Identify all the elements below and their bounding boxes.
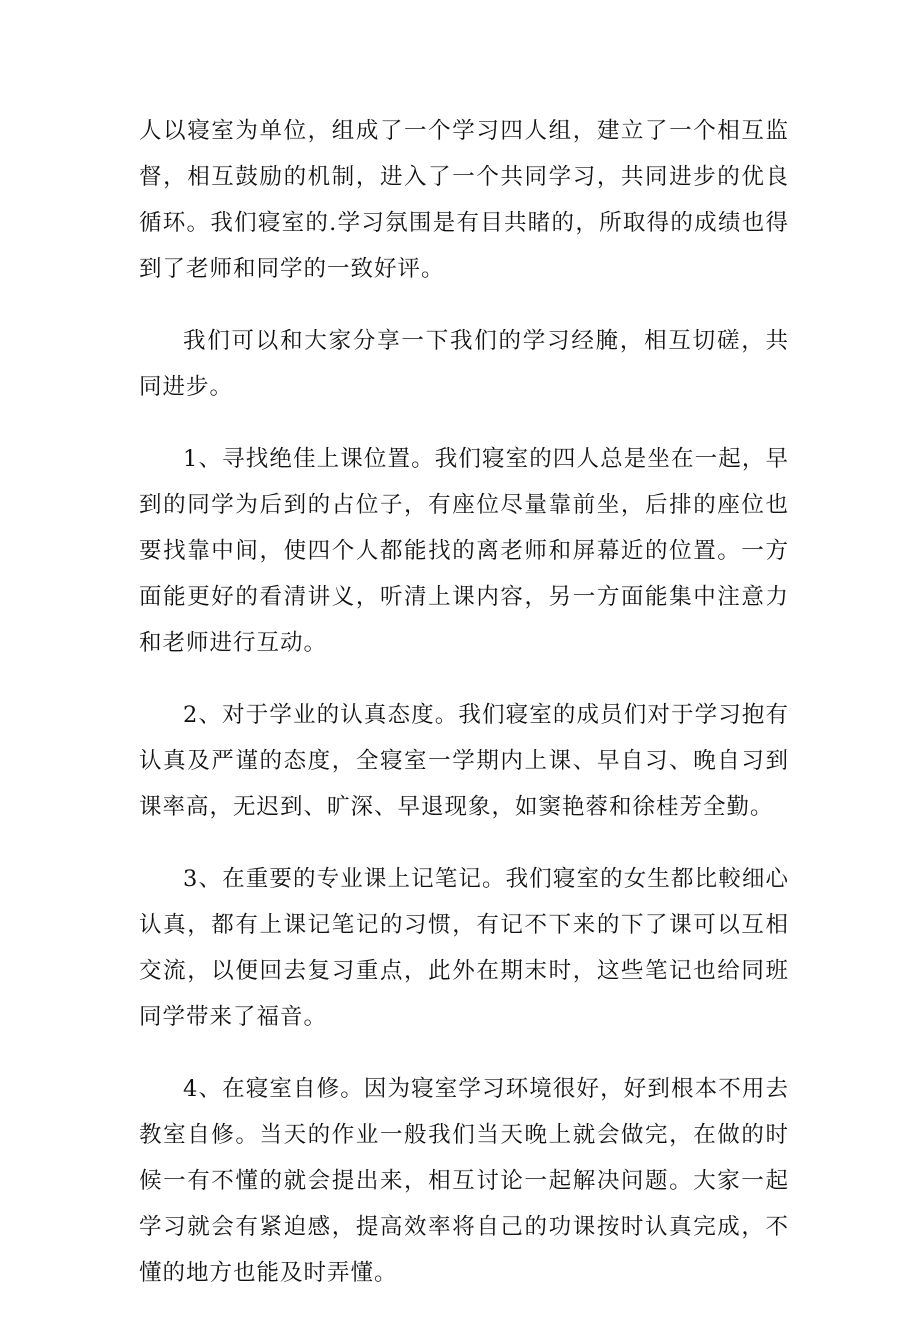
paragraph-item-2: 2、对于学业的认真态度。我们寝室的成员们对于学习抱有认真及严谨的态度，全寝室一学期内上课、早自习、晚自习到课率高，无迟到、旷深、早退现象，如窦艳蓉和徐桂芳全勤。 — [139, 702, 789, 820]
paragraph-item-4: 4、在寝室自修。因为寝室学习环境很好，好到根本不用去教室自修。当天的作业一般我们当天晚上就会做完，在做的时候一有不懂的就会提出来，相互讨论一起解决问题。大家一起学习就会有紧迫感，提高效率将自己的功课按时认真完成，不懂的地方也能及时弄懂。 — [139, 1076, 789, 1286]
paragraph-item-1: 1、寻找绝佳上课位置。我们寝室的四人总是坐在一起，早到的同学为后到的占位子，有座位尽量靠前坐，后排的座位也要找靠中间，使四个人都能找的离老师和屏幕近的位置。一方面能更好的看清讲义，听清上课内容，另一方面能集中注意力和老师进行互动。 — [139, 446, 789, 656]
paragraph-continuation: 人以寝室为单位，组成了一个学习四人组，建立了一个相互监督，相互鼓励的机制，进入了一个共同学习，共同进步的优良循环。我们寝室的.学习氛围是有目共睹的，所取得的成绩也得到了老师和同学的一致好评。 — [139, 118, 789, 282]
paragraph-intro: 我们可以和大家分享一下我们的学习经腌，相互切磋，共同进步。 — [139, 328, 789, 400]
document-body — [139, 108, 789, 1322]
paragraph-item-3: 3、在重要的专业课上记笔记。我们寝室的女生都比較细心认真，都有上课记笔记的习惯，有记不下来的下了课可以互相交流，以便回去复习重点，此外在期末时，这些笔记也给同班同学带来了福音。 — [139, 866, 789, 1030]
